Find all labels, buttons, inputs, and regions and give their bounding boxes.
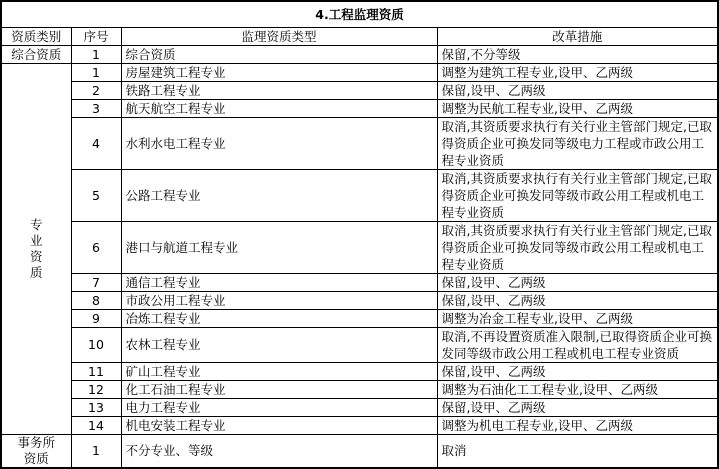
title-row (1, 1, 718, 27)
row-number: 9 (71, 309, 121, 327)
qualification-type: 公路工程专业 (121, 169, 437, 221)
table-row (1, 273, 718, 291)
table-row (1, 45, 718, 63)
header-type: 监理资质类型 (121, 27, 437, 45)
table-row (1, 362, 718, 380)
reform-measure: 调整为民航工程专业,设甲、乙两级 (437, 99, 718, 117)
row-number: 10 (71, 327, 121, 362)
table-row (1, 169, 718, 221)
qualification-type: 电力工程专业 (121, 398, 437, 416)
reform-measure: 保留,设甲、乙两级 (437, 362, 718, 380)
header-row (1, 27, 718, 45)
reform-measure: 取消,其资质要求执行有关行业主管部门规定,已取得资质企业可换发同等级市政公用工程或机电工程专业资质 (437, 221, 718, 273)
row-number: 4 (71, 117, 121, 169)
table-row (1, 327, 718, 362)
reform-measure: 调整为机电工程专业,设甲、乙两级 (437, 416, 718, 434)
qualification-type: 航天航空工程专业 (121, 99, 437, 117)
reform-measure: 取消,不再设置资质准入限制,已取得资质企业可换发同等级市政公用工程或机电工程专业资质 (437, 327, 718, 362)
table-row (1, 221, 718, 273)
qualification-type: 综合资质 (121, 45, 437, 63)
header-measure: 改革措施 (437, 27, 718, 45)
row-number: 13 (71, 398, 121, 416)
reform-measure: 保留,设甲、乙两级 (437, 398, 718, 416)
header-category: 资质类别 (1, 27, 71, 45)
table-row (1, 99, 718, 117)
row-number: 8 (71, 291, 121, 309)
qualification-type: 冶炼工程专业 (121, 309, 437, 327)
qualification-type: 矿山工程专业 (121, 362, 437, 380)
reform-measure: 保留,设甲、乙两级 (437, 291, 718, 309)
row-number: 7 (71, 273, 121, 291)
row-number: 6 (71, 221, 121, 273)
table-row (1, 309, 718, 327)
table-row (1, 434, 718, 468)
qualification-type: 水利水电工程专业 (121, 117, 437, 169)
table-row (1, 63, 718, 81)
table-row (1, 398, 718, 416)
qualification-type: 通信工程专业 (121, 273, 437, 291)
qualification-type: 农林工程专业 (121, 327, 437, 362)
table-row (1, 81, 718, 99)
qualification-type: 房屋建筑工程专业 (121, 63, 437, 81)
table-row (1, 291, 718, 309)
row-number: 5 (71, 169, 121, 221)
reform-measure: 调整为石油化工工程专业,设甲、乙两级 (437, 380, 718, 398)
qualification-type: 化工石油工程专业 (121, 380, 437, 398)
category-cell (1, 434, 71, 468)
qualification-type: 港口与航道工程专业 (121, 221, 437, 273)
row-number: 1 (71, 434, 121, 468)
header-no: 序号 (71, 27, 121, 45)
category-cell: 综合资质 (1, 45, 71, 63)
reform-measure: 调整为建筑工程专业,设甲、乙两级 (437, 63, 718, 81)
reform-measure: 保留,不分等级 (437, 45, 718, 63)
reform-measure: 保留,设甲、乙两级 (437, 81, 718, 99)
row-number: 14 (71, 416, 121, 434)
qualification-type: 铁路工程专业 (121, 81, 437, 99)
category-vertical-label: 专业资质 (29, 216, 43, 280)
reform-measure: 调整为冶金工程专业,设甲、乙两级 (437, 309, 718, 327)
row-number: 11 (71, 362, 121, 380)
reform-measure: 取消,其资质要求执行有关行业主管部门规定,已取得资质企业可换发同等级电力工程或市政公用工程专业资质 (437, 117, 718, 169)
row-number: 1 (71, 63, 121, 81)
qualification-type: 市政公用工程专业 (121, 291, 437, 309)
table-title: 4.工程监理资质 (1, 1, 718, 27)
row-number: 3 (71, 99, 121, 117)
table-row (1, 380, 718, 398)
qualification-type: 不分专业、等级 (121, 434, 437, 468)
reform-measure: 取消,其资质要求执行有关行业主管部门规定,已取得资质企业可换发同等级市政公用工程或机电工程专业资质 (437, 169, 718, 221)
reform-measure: 取消 (437, 434, 718, 468)
category-cell (1, 63, 71, 434)
qualification-type: 机电安装工程专业 (121, 416, 437, 434)
row-number: 12 (71, 380, 121, 398)
table-row (1, 117, 718, 169)
table-row (1, 416, 718, 434)
category-label: 事务所资质 (17, 434, 55, 466)
reform-measure: 保留,设甲、乙两级 (437, 273, 718, 291)
row-number: 2 (71, 81, 121, 99)
row-number: 1 (71, 45, 121, 63)
